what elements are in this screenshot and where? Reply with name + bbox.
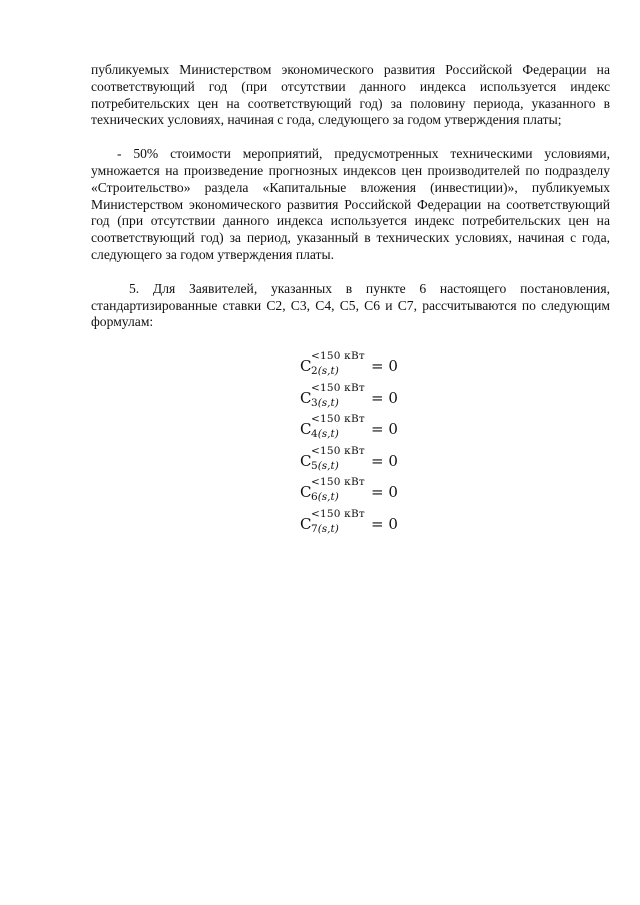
formula-args: (s,t) — [317, 428, 339, 440]
formula-subscript — [311, 365, 339, 377]
formula-index: 2 — [311, 365, 318, 377]
formula-subscript — [311, 428, 339, 440]
formula-index: 5 — [311, 459, 318, 472]
document-page — [91, 62, 610, 331]
formula-index: 4 — [311, 428, 318, 440]
formula-index: 3 — [311, 396, 318, 409]
paragraph-item-5: 5. Для Заявителей, указанных в пункте 6 настоящего постановления, стандартизированные ставки С2, С3, С4, С5, С6 и С7, рассчитываются по следующим формулам: — [91, 280, 610, 330]
formula-args: (s,t) — [317, 396, 339, 409]
formula-subscript — [311, 460, 339, 472]
formula-base: C — [300, 483, 312, 501]
formula-base: C — [300, 388, 312, 407]
formula-base: C — [300, 514, 312, 533]
formula-rhs: = 0 — [371, 514, 398, 533]
formula-index: 6 — [311, 491, 318, 503]
formula-rhs: = 0 — [371, 451, 398, 470]
formula-args: (s,t) — [317, 459, 339, 472]
paragraph-bullet-50-percent: - 50% стоимости мероприятий, предусмотренных техническими условиями, умножается на произведение прогнозных индексов цен производителей по подразделу «Строительство» раздела «Капитальные вложения (инвестиции)», публикуемых Министерством экономического развития Российской Федерации на соответствующий год (при отсутствии данного индекса используется индекс потребительских цен на соответствующий год) за период, указанный в технических условиях, начиная с года, следующего за годом утверждения платы. — [91, 146, 610, 262]
formula-superscript: <150 кВт — [311, 476, 365, 488]
paragraph-gap — [91, 264, 610, 281]
paragraph-gap — [91, 129, 610, 146]
formula-index: 7 — [311, 522, 318, 535]
formula-base: C — [300, 451, 312, 470]
paragraph-continuation: публикуемых Министерством экономического развития Российской Федерации на соответствующий год (при отсутствии данного индекса используется индекс потребительских цен на соответствующий год) за половину периода, указанного в технических условиях, начиная с года, следующего за годом утверждения платы; — [91, 62, 610, 128]
formula-subscript — [311, 397, 339, 409]
formula-base: C — [300, 357, 312, 375]
formula-rhs: = 0 — [371, 388, 398, 407]
formula-list — [300, 350, 500, 544]
formula-subscript — [311, 523, 339, 535]
formula-rhs: = 0 — [371, 357, 398, 375]
formula-superscript: <150 кВт — [311, 413, 365, 425]
formula-base: C — [300, 420, 312, 438]
formula-subscript — [311, 491, 339, 503]
formula-c7 — [300, 507, 500, 545]
formula-args: (s,t) — [317, 365, 339, 377]
formula-args: (s,t) — [317, 522, 339, 535]
formula-superscript: <150 кВт — [311, 350, 365, 362]
formula-superscript: <150 кВт — [311, 381, 365, 394]
formula-rhs: = 0 — [371, 483, 398, 501]
formula-superscript: <150 кВт — [311, 444, 365, 457]
formula-rhs: = 0 — [371, 420, 398, 438]
formula-superscript: <150 кВт — [311, 507, 365, 520]
formula-args: (s,t) — [317, 491, 339, 503]
